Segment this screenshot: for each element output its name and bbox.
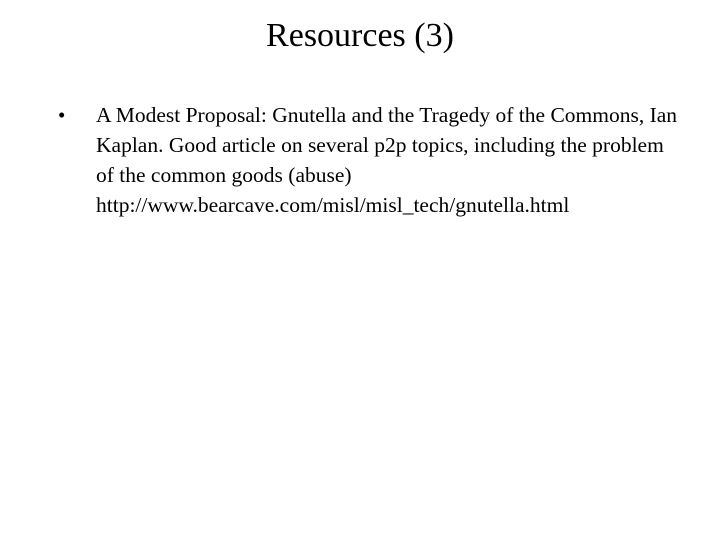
bullet-text [96,100,680,220]
list-item [0,100,720,220]
slide-title: Resources (3) [266,17,454,54]
resource-url: http://www.bearcave.com/misl/misl_tech/gnutella.html [96,193,570,217]
bullet-marker: • [58,103,66,127]
bullet-description: A Modest Proposal: Gnutella and the Tragedy of the Commons, Ian Kaplan. Good article on several p2p topics, including the problem of the common goods (abuse) [96,103,678,187]
bullet-list [0,100,720,220]
